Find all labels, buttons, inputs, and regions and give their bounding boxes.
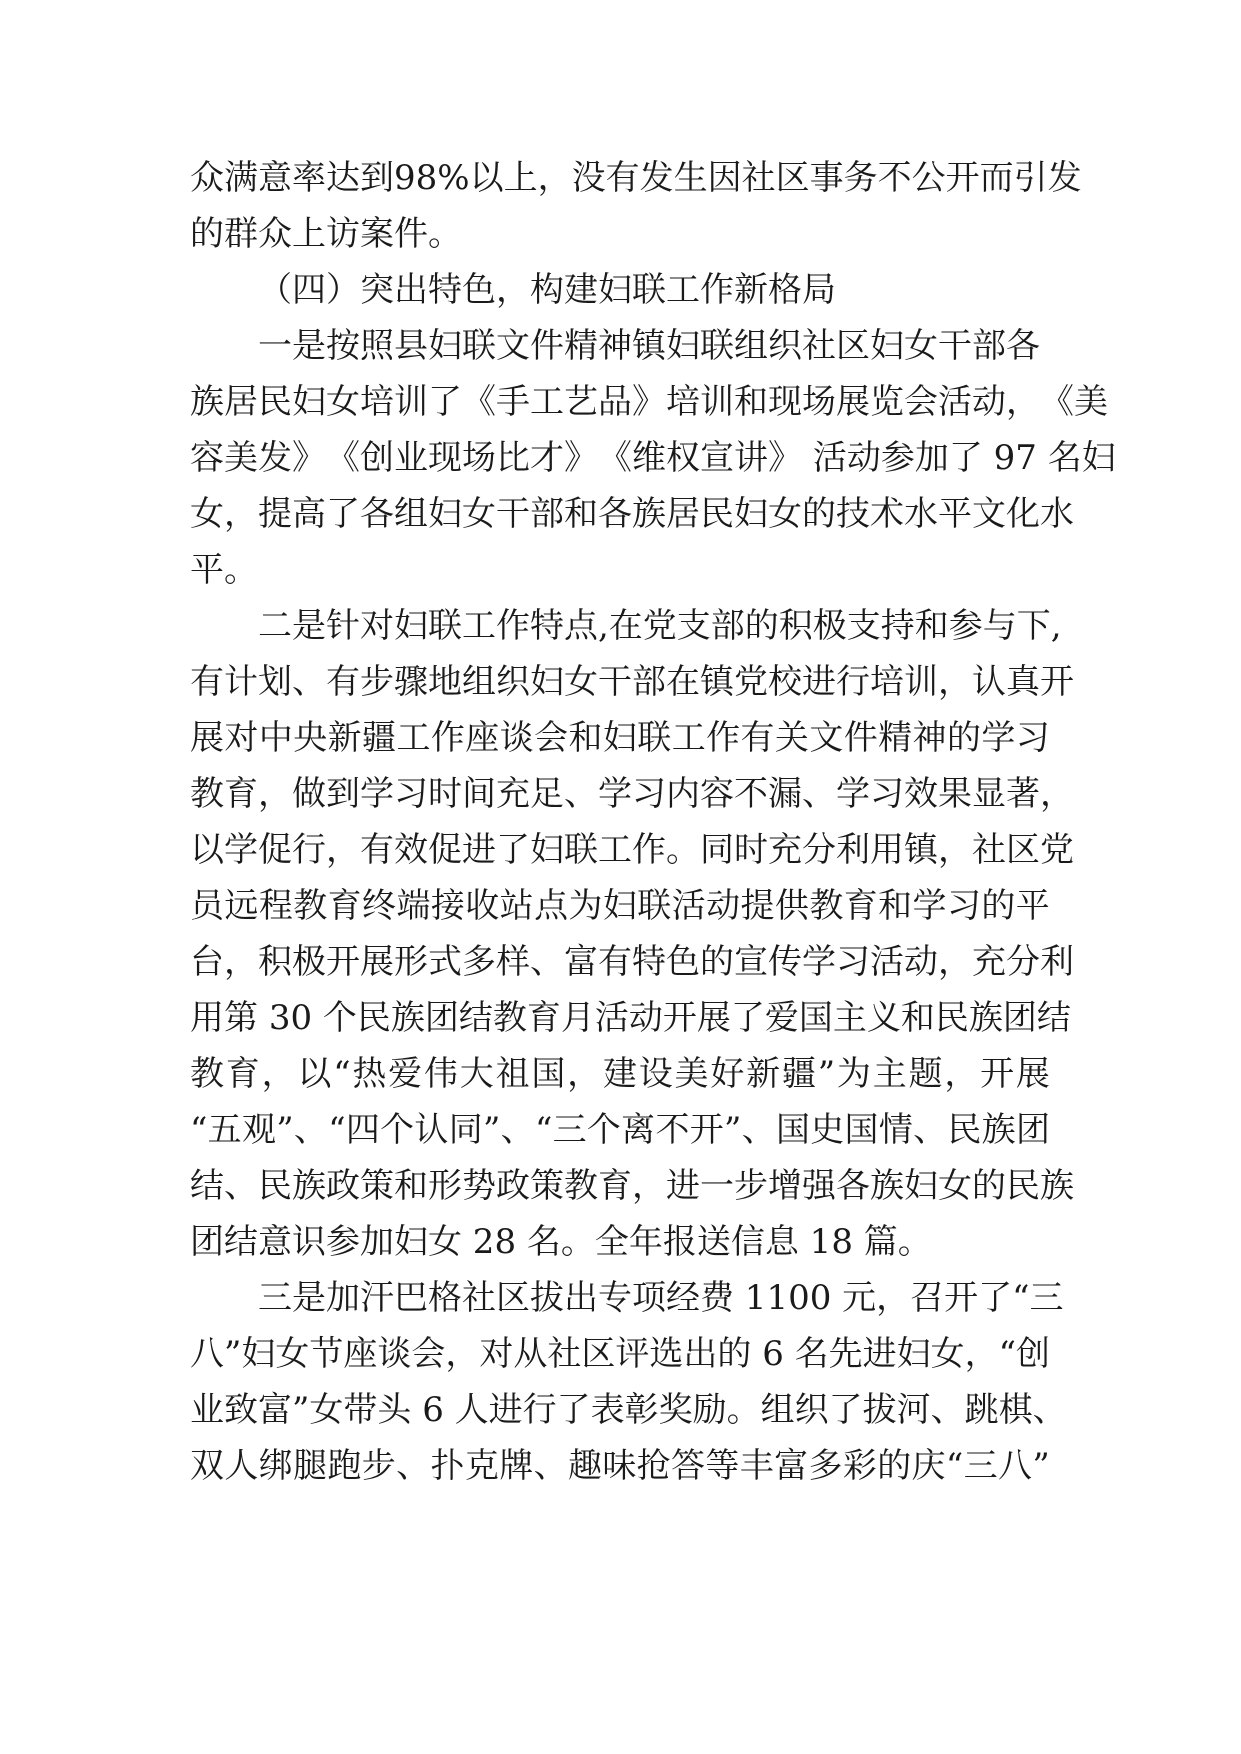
text-line: 教 育 ， 做 到 学 习 时 间 充 足 、 学 习 内 容 不 漏 、 学 习 效 果 显 著 ， xyxy=(190,774,1074,814)
text-line: “ 五 观 ” 、 “ 四 个 认 同 ” 、 “ 三 个 离 不 开 ” 、 国 史 国 情 、 民 族 团 xyxy=(190,1110,1050,1150)
text-line: 容 美 发 》 《 创 业 现 场 比 才 》 《 维 权 宣 讲 》 活 动 参 加 了 9 7 名 妇 xyxy=(190,438,1116,478)
section-heading: （四）突出特色，构建妇联工作新格局 xyxy=(258,270,836,310)
text-line: 族 居 民 妇 女 培 训 了 《 手 工 艺 品 》 培 训 和 现 场 展 览 会 活 动 ， 《 美 xyxy=(190,382,1108,422)
text-line: 用 第 3 0 个 民 族 团 结 教 育 月 活 动 开 展 了 爱 国 主 义 和 民 族 团 结 xyxy=(190,998,1071,1038)
text-line: 以 学 促 行 ， 有 效 促 进 了 妇 联 工 作 。 同 时 充 分 利 用 镇 ， 社 区 党 xyxy=(190,830,1074,870)
text-line: 有 计 划 、 有 步 骤 地 组 织 妇 女 干 部 在 镇 党 校 进 行 培 训 ， 认 真 开 xyxy=(190,662,1074,702)
text-line: 八 ” 妇 女 节 座 谈 会 ， 对 从 社 区 评 选 出 的 6 名 先 进 妇 女 ， “ 创 xyxy=(190,1334,1051,1374)
text-line: 展 对 中 央 新 疆 工 作 座 谈 会 和 妇 联 工 作 有 关 文 件 精 神 的 学 习 xyxy=(190,718,1050,758)
text-line: 团结意识参加妇女 28 名。全年报送信息 18 篇。 xyxy=(190,1222,932,1262)
text-line: 双 人 绑 腿 跑 步 、 扑 克 牌 、 趣 味 抢 答 等 丰 富 多 彩 的 庆 “ 三 八 ” xyxy=(190,1446,1050,1486)
text-line: 三是加汗巴格社区拔出专项经费 1100 元，召开了“三 xyxy=(258,1278,1064,1318)
text-line: 教 育 ， 以 “ 热 爱 伟 大 祖 国 ， 建 设 美 好 新 疆 ” 为 主 题 ， 开 展 xyxy=(190,1054,1050,1094)
text-line: 二是针对妇联工作特点,在党支部的积极支持和参与下, xyxy=(258,606,1062,646)
text-line: 平。 xyxy=(190,550,258,590)
text-line: 的群众上访案件。 xyxy=(190,214,462,254)
text-line: 女 ， 提 高 了 各 组 妇 女 干 部 和 各 族 居 民 妇 女 的 技 术 水 平 文 化 水 xyxy=(190,494,1074,534)
text-line: 台 ， 积 极 开 展 形 式 多 样 、 富 有 特 色 的 宣 传 学 习 活 动 ， 充 分 利 xyxy=(190,942,1074,982)
text-line: 众 满 意 率 达 到 9 8 % 以 上 ， 没 有 发 生 因 社 区 事 务 不 公 开 而 引 发 xyxy=(190,158,1082,198)
text-line: 一是按照县妇联文件精神镇妇联组织社区妇女干部各 xyxy=(258,326,1040,366)
text-line: 员 远 程 教 育 终 端 接 收 站 点 为 妇 联 活 动 提 供 教 育 和 学 习 的 平 xyxy=(190,886,1050,926)
text-line: 结 、 民 族 政 策 和 形 势 政 策 教 育 ， 进 一 步 增 强 各 族 妇 女 的 民 族 xyxy=(190,1166,1074,1206)
text-line: 业 致 富 ” 女 带 头 6 人 进 行 了 表 彰 奖 励 。 组 织 了 拔 河 、 跳 棋 、 xyxy=(190,1390,1067,1430)
